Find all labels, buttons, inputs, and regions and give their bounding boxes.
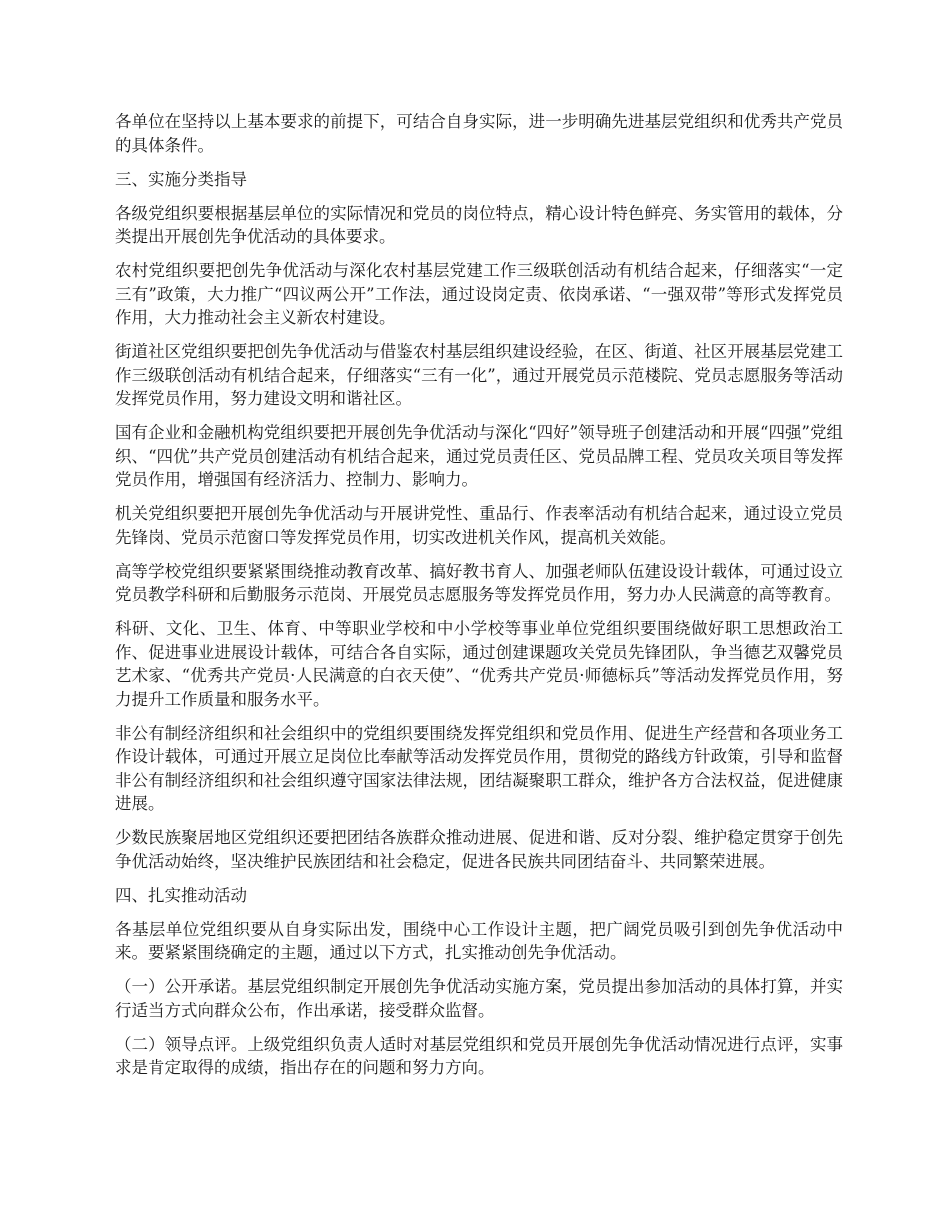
paragraph-classified-guidance: 各级党组织要根据基层单位的实际情况和党员的岗位特点，精心设计特色鲜亮、务实管用的载体，分类提出开展创先争优活动的具体要求。 (115, 203, 843, 246)
paragraph-state-enterprises: 国有企业和金融机构党组织要把开展创先争优活动与深化“四好”领导班子创建活动和开展“四强”党组织、“四优”共产党员创建活动有机结合起来，通过党员责任区、党员品牌工程、党员攻关项目等发挥党员作用，增强国有经济活力、控制力、影响力。 (115, 423, 843, 489)
section-heading-4: 四、扎实推动活动 (115, 885, 247, 905)
paragraph-universities: 高等学校党组织要紧紧围绕推动教育改革、搞好教书育人、加强老师队伍建设设计载体，可通过设立党员教学科研和后勤服务示范岗、开展党员志愿服务等发挥党员作用，努力办人民满意的高等教育。 (115, 561, 843, 604)
paragraph-street-community: 街道社区党组织要把创先争优活动与借鉴农村基层组织建设经验，在区、街道、社区开展基层党建工作三级联创活动有机结合起来，仔细落实“三有一化”，通过开展党员示范楼院、党员志愿服务等活动发挥党员作用，努力建设文明和谐社区。 (115, 342, 843, 408)
paragraph-public-institutions: 科研、文化、卫生、体育、中等职业学校和中小学校等事业单位党组织要围绕做好职工思想政治工作、促进事业进展设计载体，可结合各自实际，通过创建课题攻关党员先锋团队，争当德艺双馨党员艺术家、“优秀共产党员·人民满意的白衣天使”、“优秀共产党员·师德标兵”等活动发挥党员作用，努力提升工作质量和服务水平。 (115, 619, 843, 709)
paragraph-leader-review: （二）领导点评。上级党组织负责人适时对基层党组织和党员开展创先争优活动情况进行点评，实事求是肯定取得的成绩，指出存在的问题和努力方向。 (115, 1034, 843, 1077)
paragraph-ethnic-minority-areas: 少数民族聚居地区党组织还要把团结各族群众推动进展、促进和谐、反对分裂、维护稳定贯穿于创先争优活动始终，坚决维护民族团结和社会稳定，促进各民族共同团结奋斗、共同繁荣进展。 (115, 828, 843, 871)
paragraph-promote-activities: 各基层单位党组织要从自身实际出发，围绕中心工作设计主题，把广阔党员吸引到创先争优活动中来。要紧紧围绕确定的主题，通过以下方式，扎实推动创先争优活动。 (115, 919, 843, 962)
paragraph-public-commitment: （一）公开承诺。基层党组织制定开展创先争优活动实施方案，党员提出参加活动的具体打算，并实行适当方式向群众公布，作出承诺，接受群众监督。 (115, 977, 843, 1020)
paragraph-rural: 农村党组织要把创先争优活动与深化农村基层党建工作三级联创活动有机结合起来，仔细落实“一定三有”政策，大力推广“四议两公开”工作法，通过设岗定责、依岗承诺、“一强双带”等形式发挥党员作用，大力推动社会主义新农村建设。 (115, 261, 843, 327)
document-body (115, 110, 843, 1090)
paragraph-specific-conditions: 各单位在坚持以上基本要求的前提下，可结合自身实际，进一步明确先进基层党组织和优秀共产党员的具体条件。 (115, 112, 843, 155)
paragraph-government-organs: 机关党组织要把开展创先争优活动与开展讲党性、重品行、作表率活动有机结合起来，通过设立党员先锋岗、党员示范窗口等发挥党员作用，切实改进机关作风，提高机关效能。 (115, 504, 843, 547)
section-heading-3: 三、实施分类指导 (115, 169, 247, 189)
paragraph-non-public-organizations: 非公有制经济组织和社会组织中的党组织要围绕发挥党组织和党员作用、促进生产经营和各项业务工作设计载体，可通过开展立足岗位比奉献等活动发挥党员作用，贯彻党的路线方针政策，引导和监督非公有制经济组织和社会组织遵守国家法律法规，团结凝聚职工群众，维护各方合法权益，促进健康进展。 (115, 723, 843, 813)
